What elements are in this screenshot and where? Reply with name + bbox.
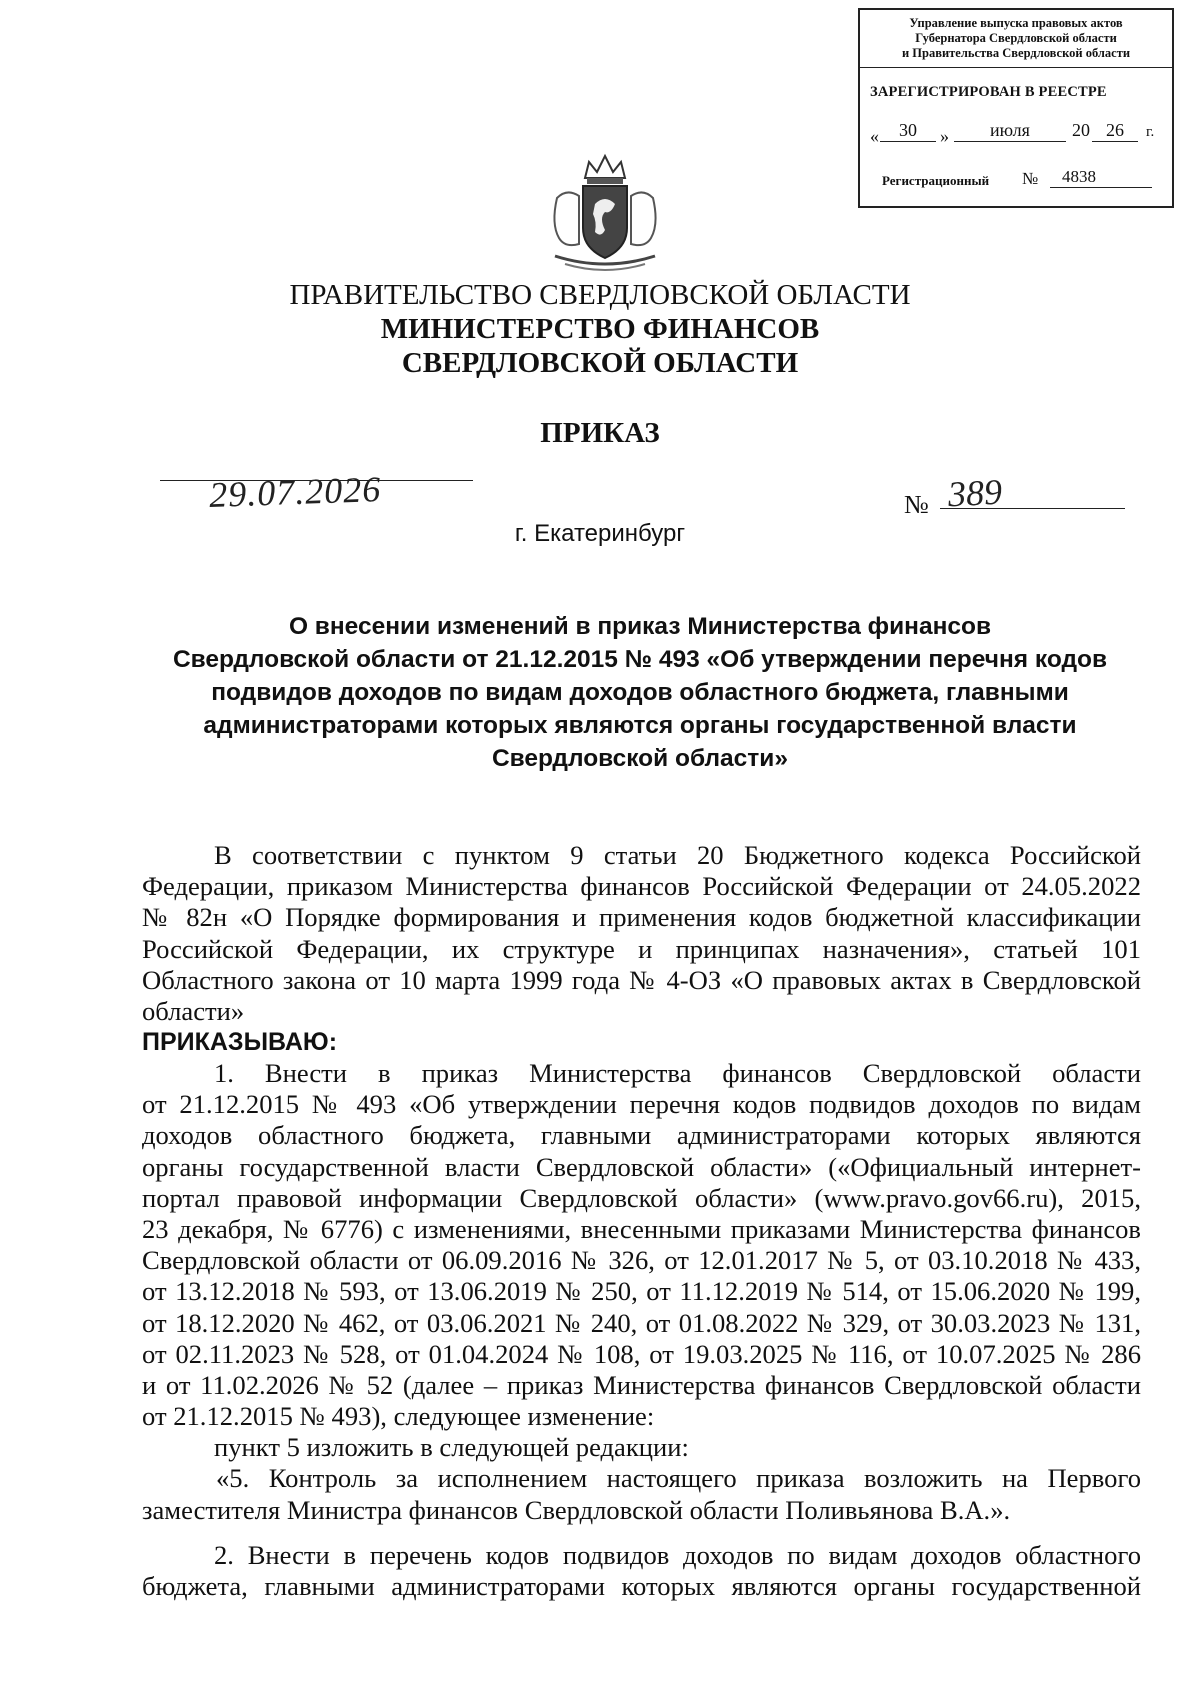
item-2: [142, 1540, 1141, 1602]
preamble-line: В соответствии с пунктом 9 статьи 20 Бюджетного кодекса Российской: [214, 840, 1141, 870]
item-1-line: Свердловской области от 06.09.2016 № 326, от 12.01.2017 № 5, от 03.10.2018 № 433,: [142, 1245, 1141, 1276]
item-1-line: от 21.12.2015 № 493), следующее изменение:: [142, 1401, 655, 1432]
stamp-day: 30: [880, 120, 936, 142]
coat-of-arms-emblem: [535, 148, 675, 276]
title-line: подвидов доходов по видам доходов областного бюджета, главными: [211, 679, 1069, 706]
stamp-date: [870, 120, 1170, 152]
preamble: [142, 840, 1141, 1058]
preamble-line: области»: [142, 995, 245, 1026]
stamp-reg-sign: №: [1022, 169, 1039, 188]
item-1-quote-line: «5. Контроль за исполнением настоящего приказа возложить на Первого: [216, 1463, 1141, 1494]
number-underline: [940, 508, 1125, 509]
item-2-line: бюджета, главными администраторами которых являются органы государственной: [142, 1571, 1141, 1602]
title-line: администраторами которых являются органы государственной власти: [203, 712, 1077, 739]
preamble-line: Областного закона от 10 марта 1999 года № 4-ОЗ «О правовых актах в Свердловской: [142, 964, 1141, 995]
item-1-line: от 21.12.2015 № 493 «Об утверждении перечня кодов подвидов доходов по видам: [142, 1089, 1141, 1120]
order-date: 29.07.2026: [208, 469, 382, 516]
stamp-month: июля: [954, 120, 1066, 142]
title-line: О внесении изменений в приказ Министерства финансов: [288, 613, 992, 640]
stamp-org-line: и Правительства Свердловской области: [901, 46, 1131, 60]
city: г. Екатеринбург: [514, 520, 686, 547]
title-line: Свердловской области от 21.12.2015 № 493 «Об утверждении перечня кодов: [172, 646, 1108, 673]
item-1-quote-line: заместителя Министра финансов Свердловской области Поливьянова В.А.».: [142, 1494, 1011, 1525]
stamp-reg-number: 4838: [1050, 167, 1152, 188]
document-title: [160, 610, 1120, 775]
stamp-divider: [860, 67, 1172, 68]
stamp-year-suffix: 26: [1092, 120, 1138, 142]
item-1-line: органы государственной власти Свердловской области» («Официальный интернет-: [142, 1151, 1141, 1182]
stamp-close-quote: »: [940, 126, 949, 146]
preamble-line: Федерации, приказом Министерства финансов Российской Федерации от 24.05.2022: [142, 871, 1141, 902]
item-1-line: от 13.12.2018 № 593, от 13.06.2019 № 250, от 11.12.2019 № 514, от 15.06.2020 № 199,: [142, 1276, 1141, 1307]
item-1-subpoint: пункт 5 изложить в следующей редакции:: [214, 1432, 689, 1463]
orders-word: ПРИКАЗЫВАЮ:: [142, 1028, 338, 1057]
stamp-year-prefix: 20: [1072, 120, 1090, 140]
item-1: [142, 1058, 1141, 1526]
document-type: ПРИКАЗ: [540, 417, 660, 449]
stamp-org-line: Губернатора Свердловской области: [915, 31, 1117, 45]
item-1-line: и от 11.02.2026 № 52 (далее – приказ Министерства финансов Свердловской области: [142, 1369, 1141, 1400]
item-2-line: 2. Внести в перечень кодов подвидов доходов по видам доходов областного: [214, 1540, 1141, 1570]
stamp-open-quote: «: [870, 126, 879, 146]
preamble-line: № 82н «О Порядке формирования и применения кодов бюджетной классификации: [142, 902, 1141, 933]
stamp-reg-label: Регистрационный: [882, 173, 990, 188]
ministry-title: МИНИСТЕРСТВО ФИНАНСОВ: [380, 313, 820, 345]
government-title: ПРАВИТЕЛЬСТВО СВЕРДЛОВСКОЙ ОБЛАСТИ: [289, 279, 911, 311]
item-1-line: портал правовой информации Свердловской области» (www.pravo.gov66.ru), 2015,: [142, 1182, 1141, 1213]
registration-stamp: [858, 8, 1174, 208]
date-underline: [160, 480, 473, 481]
stamp-registered-label: ЗАРЕГИСТРИРОВАН В РЕЕСТРЕ: [870, 84, 1107, 100]
title-line: Свердловской области»: [491, 745, 788, 772]
order-number-sign: №: [904, 490, 929, 519]
stamp-org-line: Управление выпуска правовых актов: [909, 16, 1123, 30]
stamp-year-abbr: г.: [1146, 124, 1155, 140]
order-number: 389: [946, 471, 1004, 515]
item-1-line: доходов областного бюджета, главными администраторами которых являются: [142, 1120, 1141, 1151]
ministry-region: СВЕРДЛОВСКОЙ ОБЛАСТИ: [401, 347, 799, 379]
stamp-organization: [860, 16, 1172, 61]
item-1-line: от 18.12.2020 № 462, от 03.06.2021 № 240, от 01.08.2022 № 329, от 30.03.2023 № 131,: [142, 1307, 1141, 1338]
item-1-line: 1. Внести в приказ Министерства финансов Свердловской области: [214, 1058, 1141, 1088]
preamble-line: Российской Федерации, их структуре и принципах назначения», статьей 101: [142, 933, 1141, 964]
item-1-line: от 02.11.2023 № 528, от 01.04.2024 № 108, от 19.03.2025 № 116, от 10.07.2025 № 286: [142, 1338, 1141, 1369]
item-1-line: 23 декабря, № 6776) с изменениями, внесенными приказами Министерства финансов: [142, 1213, 1141, 1244]
